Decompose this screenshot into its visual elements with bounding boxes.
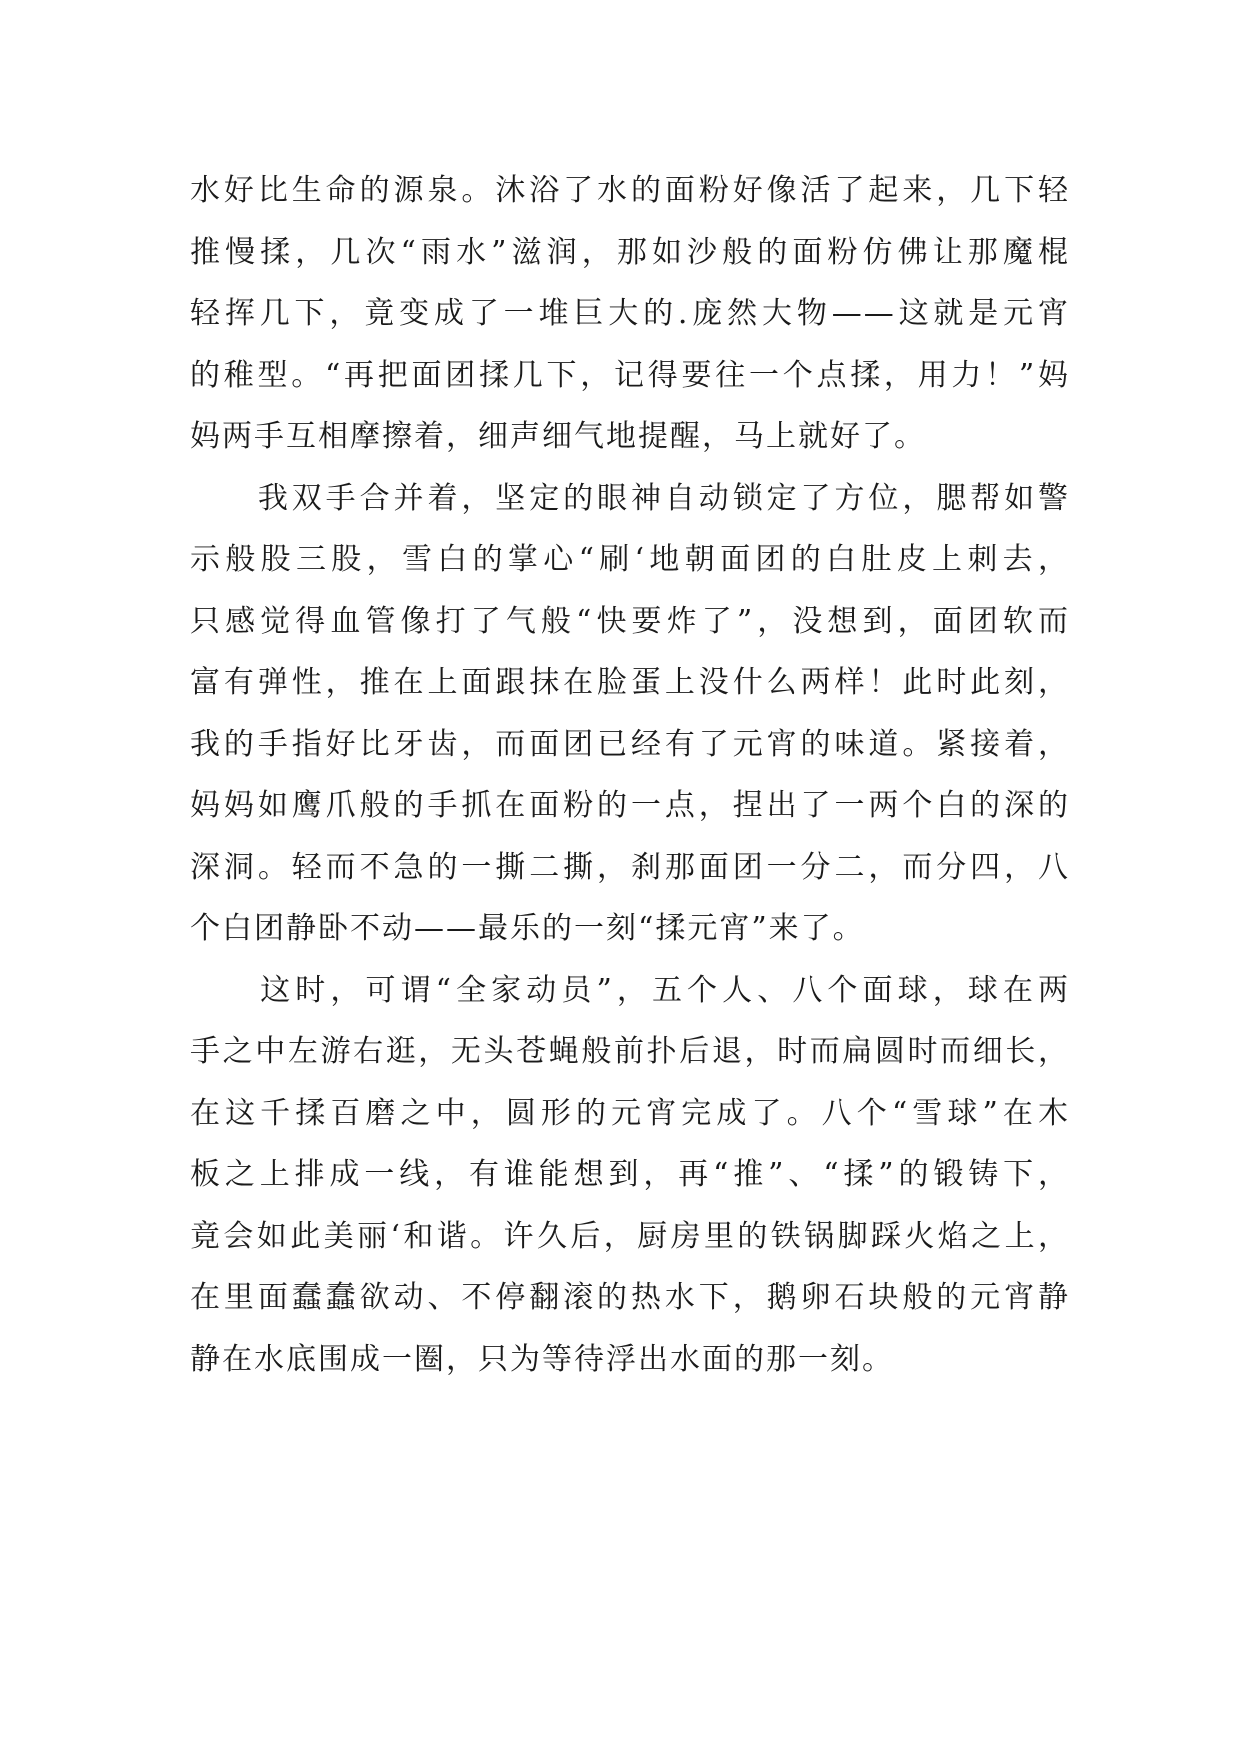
text-line: 这时，可谓“全家动员”，五个人、八个面球，球在两 [190,972,1070,1008]
text-line: 在这千揉百磨之中，圆形的元宵完成了。八个“雪球”在木 [190,1095,1070,1131]
text-line: 轻挥几下，竟变成了一堆巨大的.庞然大物——这就是元宵 [190,296,1070,331]
text-line: 手之中左游右逛，无头苍蝇般前扑后退，时而扁圆时而细长， [190,1034,1070,1069]
text-line: 只感觉得血管像打了气般“快要炸了”，没想到，面团软而 [190,603,1070,639]
text-line: 妈妈如鹰爪般的手抓在面粉的一点，捏出了一两个白的深的 [190,788,1070,823]
text-line: 深洞。轻而不急的一撕二撕，刹那面团一分二，而分四，八 [190,849,1070,885]
text-line: 竟会如此美丽‘和谐。许久后，厨房里的铁锅脚踩火焰之上， [190,1218,1070,1254]
text-line: 示般股三股，雪白的掌心“刷‘地朝面团的白肚皮上刺去， [190,542,1070,577]
paragraph-2 [190,468,1070,960]
text-line: 我的手指好比牙齿，而面团已经有了元宵的味道。紧接着， [190,726,1070,762]
paragraph-3 [190,960,1070,1391]
paragraph-1 [190,160,1070,468]
text-line: 的稚型。“再把面团揉几下，记得要往一个点揉，用力！”妈 [190,357,1070,393]
text-line: 富有弹性，推在上面跟抹在脸蛋上没什么两样！此时此刻， [190,665,1070,700]
text-line: 板之上排成一线，有谁能想到，再“推”、“揉”的锻铸下， [190,1157,1070,1192]
text-line: 妈两手互相摩擦着，细声细气地提醒，马上就好了。 [190,419,926,454]
text-line: 推慢揉，几次“雨水”滋润，那如沙般的面粉仿佛让那魔棍 [190,234,1070,270]
text-line: 在里面蠢蠢欲动、不停翻滚的热水下，鹅卵石块般的元宵静 [190,1280,1070,1315]
text-line: 水好比生命的源泉。沐浴了水的面粉好像活了起来，几下轻 [190,173,1070,208]
text-line: 静在水底围成一圈，只为等待浮出水面的那一刻。 [190,1341,894,1377]
body-text [190,160,1070,1390]
text-line: 个白团静卧不动——最乐的一刻“揉元宵”来了。 [190,911,865,946]
text-line: 我双手合并着，坚定的眼神自动锁定了方位，腮帮如警 [190,480,1070,516]
